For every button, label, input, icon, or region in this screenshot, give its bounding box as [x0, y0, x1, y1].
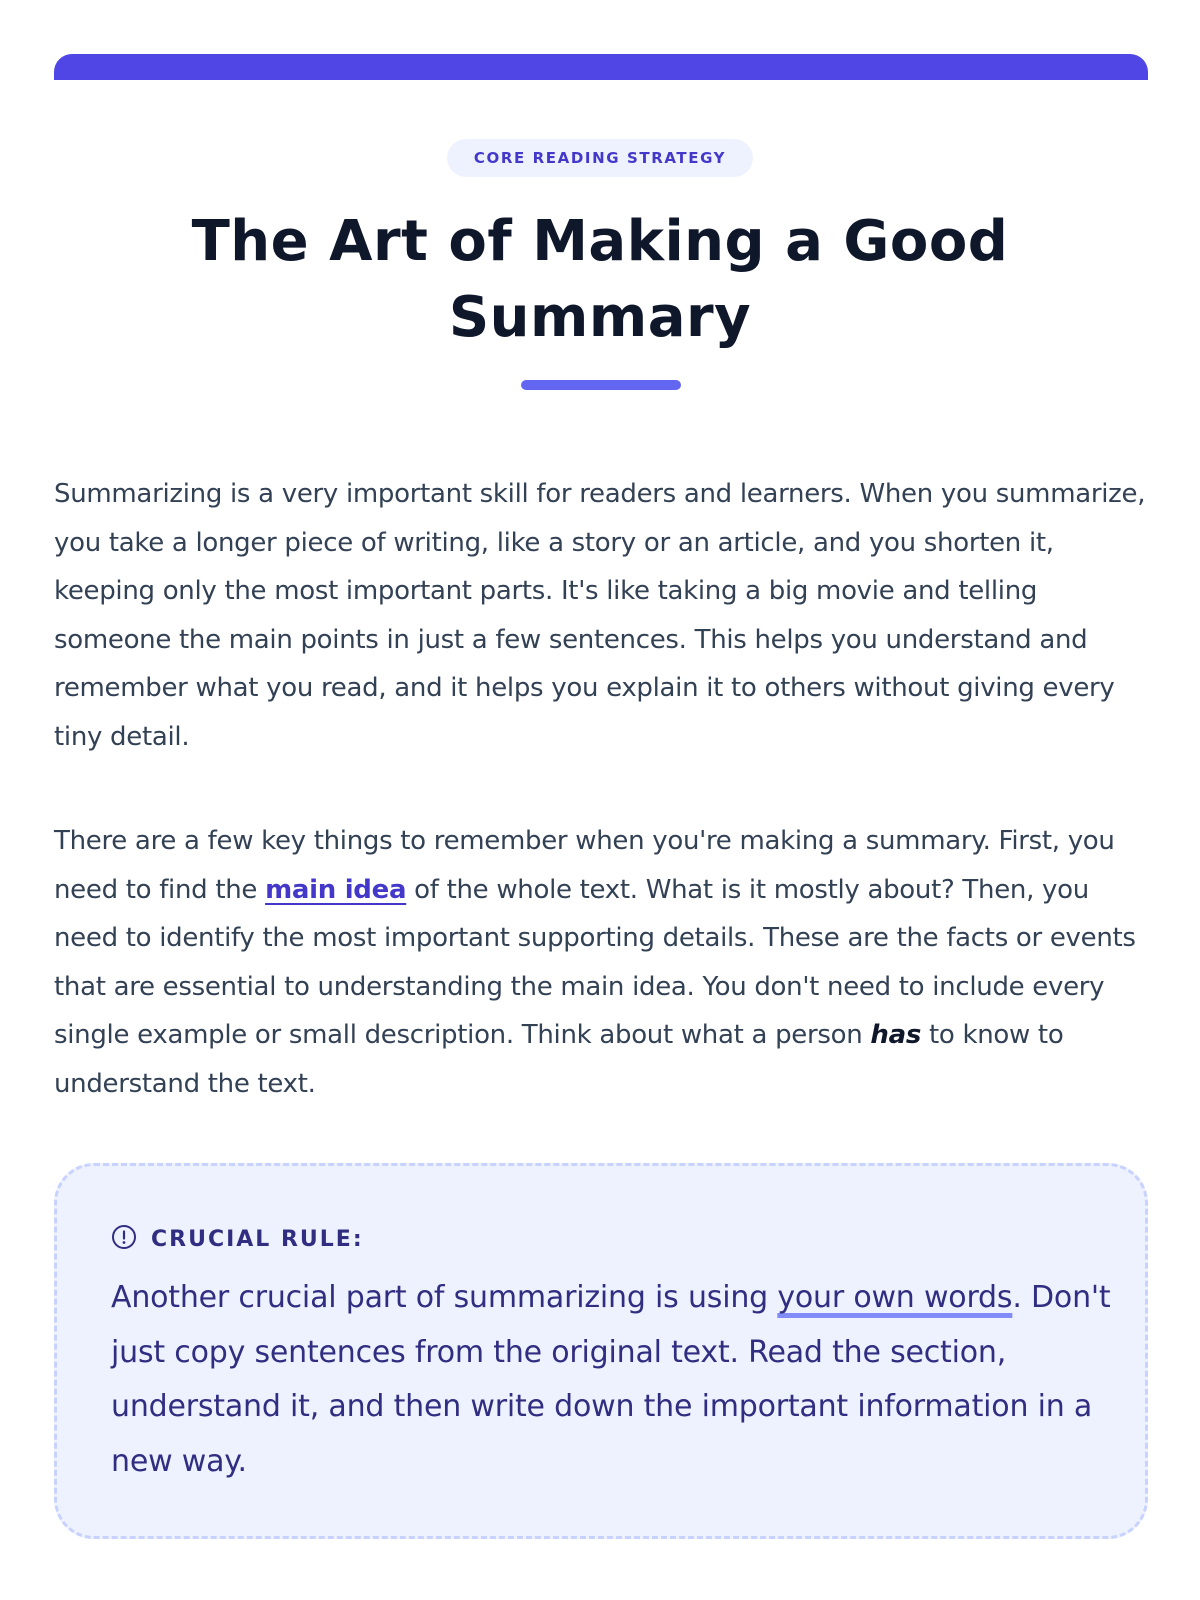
- title-underline: [521, 380, 681, 390]
- emphasis-has: has: [870, 1020, 922, 1050]
- badge-container: [0, 139, 1200, 177]
- callout-text-part-2: . Don't just copy sentences from the original text. Read the section, understand it, and then write down the important information in a new way.: [111, 1280, 1111, 1479]
- callout-label: CRUCIAL RULE:: [151, 1226, 364, 1252]
- paragraph-2-text-part-3: to know to understand the text.: [54, 1020, 1064, 1099]
- crucial-rule-callout: [54, 1163, 1148, 1539]
- paragraph-2-text-part-2: of the whole text. What is it mostly about? Then, you need to identify the most important supporting details. These are the facts or events that are essential to understanding the main idea. You don't need to include every single example or small description. Think about what a person: [54, 874, 1136, 1050]
- callout-text: [111, 1271, 1111, 1489]
- callout-text-part-1: Another crucial part of summarizing is using: [111, 1280, 778, 1315]
- intro-paragraph-2: [54, 817, 1154, 1108]
- top-accent-bar: [54, 54, 1148, 80]
- intro-paragraph-1: Summarizing is a very important skill for readers and learners. When you summarize, you take a longer piece of writing, like a story or an article, and you shorten it, keeping only the most important parts. It's like taking a big movie and telling someone the main points in just a few sentences. This helps you understand and remember what you read, and it helps you explain it to others without giving every tiny detail.: [54, 479, 1146, 752]
- paragraph-2-text-part-1: There are a few key things to remember when you're making a summary. First, you need to find the: [54, 826, 1115, 905]
- callout-header: [111, 1224, 364, 1254]
- page-title: The Art of Making a Good Summary: [191, 209, 1009, 350]
- own-words-highlight: your own words: [777, 1280, 1013, 1315]
- main-idea-link[interactable]: main idea: [265, 874, 407, 905]
- category-badge: CORE READING STRATEGY: [447, 139, 753, 177]
- alert-circle-icon: [111, 1224, 137, 1254]
